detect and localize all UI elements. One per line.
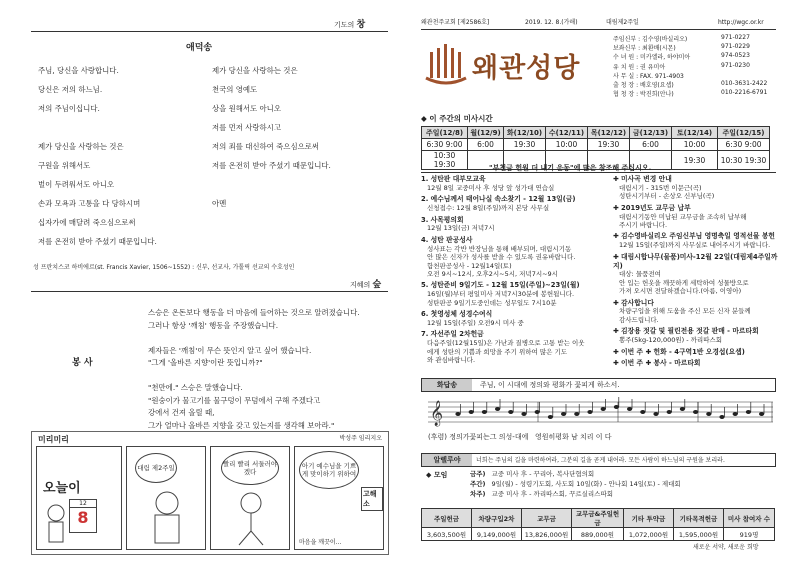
notice-title: 1. 성탄판 대부모교육 — [421, 175, 486, 183]
schedule-day: 수(12/11) — [546, 127, 588, 139]
notice-line: 차량구입을 위해 도움을 주신 모든 신자 분들께 — [619, 307, 751, 316]
notice-line: 16일(월)부터 평일미사 저녁7시30분에 봉헌됩니다. — [427, 290, 575, 299]
story-line: 그러나 항상 '깨침' 행동을 주장했습니다. — [148, 320, 279, 330]
offering-header: 차량구입2차 — [472, 509, 522, 528]
calendar-day: 8 — [77, 508, 89, 527]
notice-line: 성탄시기부터 - 손상오 신부님(곡) — [619, 192, 715, 201]
notice-line: 12월 13일(금) 저녁7시 — [427, 224, 495, 233]
prayer-line: 저를 온전히 받아 주셨기 때문입니다. — [212, 161, 331, 170]
notice-item — [613, 175, 783, 201]
schedule-time: 10:00 — [672, 139, 718, 151]
notice-title: 5. 성탄준비 9일기도 - 12월 15일(주일)~23일(월) — [421, 281, 580, 290]
prayer-line: 저를 온전히 받아 주셨기 때문입니다. — [38, 237, 157, 246]
prayer-line: 당신은 저의 하느님. — [38, 85, 103, 94]
notice-title: ✚ 김수영바실리오 주임신부님 영명축일 영적선물 봉헌 — [613, 232, 775, 241]
notice-line: 주시기 바랍니다. — [619, 220, 668, 229]
offering-value-row — [422, 528, 775, 541]
music-note — [627, 407, 632, 411]
calendar-icon — [69, 499, 97, 533]
offering-header: 주일헌금 — [422, 509, 472, 528]
church-logo-icon — [424, 42, 470, 88]
notice-title: ✚ 이번 주 ✚ 봉사 - 마르타회 — [613, 359, 701, 368]
meeting-row — [470, 490, 780, 500]
contact-row — [613, 89, 781, 98]
comic-panel-4 — [294, 446, 384, 550]
prayer-header-label: 기도의 — [334, 21, 355, 29]
prayer-line — [38, 122, 208, 141]
character-figure-icon — [147, 489, 187, 547]
schedule-day: 토(12/14) — [672, 127, 718, 139]
notice-item — [613, 204, 783, 230]
notice-line: 대상: 물품전여 — [619, 270, 661, 279]
comic-author: 박성주 임리지오 — [339, 435, 382, 442]
schedule-time: 19:30 — [672, 151, 718, 170]
character-running-icon — [229, 491, 273, 547]
music-note — [693, 410, 698, 414]
notice-item — [613, 253, 783, 296]
music-note — [719, 415, 724, 419]
prayer-line: 제가 당신을 사랑하는 것은 — [38, 142, 124, 151]
meeting-row — [470, 470, 780, 480]
prayer-line: 천국의 영예도 — [212, 85, 258, 94]
notice-title: ✚ 김장용 젓갈 및 필린전용 젓갈 판매 - 마르타회 — [613, 327, 759, 336]
music-note — [746, 410, 751, 414]
wisdom-header-strong: 숲 — [372, 280, 382, 290]
offering-header: 기타 투약금 — [624, 509, 674, 528]
offering-value: 889,000원 — [572, 528, 624, 541]
notice-item — [421, 195, 613, 212]
wisdom-side-title: 봉 사 — [72, 358, 93, 368]
notice-line: 뽕주(5kg-120,000원) - 까리따스회 — [619, 336, 723, 345]
schedule-time: 10:00 — [546, 139, 588, 151]
schedule-day: 금(12/13) — [630, 127, 672, 139]
contact-phone: 971-0227 — [721, 34, 750, 41]
offering-table — [421, 508, 775, 541]
notice-item — [613, 327, 783, 344]
notice-item — [613, 359, 783, 368]
story-line: 제자들은 '깨침'이 무슨 뜻인지 알고 싶어 했습니다. — [148, 345, 312, 355]
offering-header: 미사 참여자 수 — [724, 509, 775, 528]
music-note — [561, 412, 566, 416]
notice-line: 12월 15일(주일) 오전9시 미사 중 — [427, 318, 524, 327]
music-note — [521, 412, 526, 416]
prayer-column-2 — [212, 65, 392, 217]
schedule-header-row — [422, 127, 770, 139]
schedule-time: 6:00 — [468, 139, 504, 151]
schedule-day: 주일(12/8) — [422, 127, 468, 139]
notice-item — [421, 175, 613, 192]
comic-panel1-text: 오늘이 — [43, 481, 81, 496]
notice-line: 12월 8일 교중미사 후 성당 앞 성가대 연습실 — [427, 183, 555, 192]
contact-phone: 971-0229 — [721, 43, 750, 51]
top-line-issue: 왜관천주교회 [제2586호] — [421, 19, 490, 26]
prayer-line: 저를 먼저 사랑하시고 — [212, 123, 281, 132]
comic-panel4-bubble: 아기 예수님을 기쁘게 맞이하기 위하여 — [299, 451, 359, 489]
schedule-time: 10:30 19:30 — [422, 151, 468, 170]
meeting-what: 교중 미사 후 - 까리따스회, 꾸르실리스따회 — [491, 490, 614, 498]
schedule-day: 목(12/12) — [588, 127, 630, 139]
contact-row — [613, 43, 781, 52]
notices-left — [421, 175, 613, 367]
story-line — [148, 332, 393, 345]
prayer-line: 저의 주님이십니다. — [38, 104, 100, 113]
schedule-time: 6:30 9:00 — [422, 139, 468, 151]
meeting-row — [470, 480, 780, 490]
comic-panel4-caption: 마음을 깨끗이... — [299, 539, 342, 546]
meeting-when: 금주) — [470, 470, 486, 478]
notices-right — [613, 175, 783, 371]
story-line: 그가 얼마나 올바른 지향을 갖고 있는지를 생각해 보아라." — [148, 420, 335, 430]
comic-panel-3 — [210, 446, 290, 550]
notice-line: 12월 15일(주일)까지 사무실로 내어주시기 바랍니다. — [619, 241, 771, 250]
notice-item — [421, 281, 613, 307]
notice-line: 오전 9시~12시, 오후2시~5시, 저녁7시~9시 — [427, 269, 558, 278]
offering-header: 교무금 — [522, 509, 572, 528]
offering-value: 9,149,000원 — [472, 528, 522, 541]
notice-line: 에게 성탄의 기쁨과 희망을 주기 위하여 많은 기도 — [427, 347, 568, 356]
contact-row — [613, 34, 781, 43]
alleluia-label: 알렐루야 — [422, 454, 472, 466]
contact-label: 유 치 원 : 권 유미아 — [613, 63, 666, 71]
music-note — [482, 410, 487, 414]
story-line — [148, 370, 393, 383]
prayer-line: 주님, 당신을 사랑합니다. — [38, 66, 119, 75]
contact-label: 수 녀 원 : 미카엘라, 하야미아 — [613, 54, 691, 62]
notice-item — [613, 299, 783, 325]
schedule-time: 10:30 19:30 — [718, 151, 770, 170]
offering-header-row — [422, 509, 775, 528]
notice-line: 대림시기동안 미납된 교무금을 조속히 납부해 — [619, 212, 747, 221]
notice-title: ✚ 감사합니다 — [613, 298, 654, 307]
notice-title: ✚ 이번 주 ✚ 헌화 - 4구역1반 오경섭(요셉) — [613, 347, 745, 356]
contact-phone: 010-2216-6791 — [721, 89, 768, 97]
story-line: 강에서 건져 올릴 때, — [148, 408, 215, 417]
contact-phone: 971-0230 — [721, 61, 750, 69]
offering-header: 기타목적헌금 — [674, 509, 724, 528]
prayer-line: 아멘 — [212, 199, 227, 208]
schedule-time-row — [422, 139, 770, 151]
schedule-day: 화(12/10) — [504, 127, 546, 139]
comic-strip — [31, 431, 389, 555]
prayer-header-rule — [31, 31, 388, 32]
character-figure-icon — [43, 503, 69, 547]
contact-label: 출 청 장 : 배호영(요셉) — [613, 81, 674, 89]
notice-title: 4. 성탄 판공성사 — [421, 235, 473, 244]
wisdom-section-header — [350, 280, 381, 292]
notice-line: 감사드립니다. — [619, 315, 659, 324]
church-logo-text: 왜관성당 — [472, 53, 581, 84]
comic-panel3-bubble: 빨리 빨리 서둘러야 겠다 — [221, 451, 279, 485]
confessional-sign: 고해소 — [361, 487, 383, 511]
notice-line: 성사표는 각반 반장님을 통해 배부되며, 대림시기동 — [427, 244, 572, 253]
hwadap-box — [421, 378, 776, 392]
comic-title: 미리미리 — [38, 435, 69, 444]
notice-title: ✚ 미사곡 변경 안내 — [613, 175, 672, 183]
notice-item — [421, 236, 613, 279]
offering-value: 1,072,000원 — [624, 528, 674, 541]
music-lyrics: (후렴) 정의가꽃피는그 의성-대에 영원히평화 남 치리 이 다 — [428, 433, 612, 441]
schedule-time: 6:30 9:00 — [718, 139, 770, 151]
banner-rule — [421, 172, 776, 173]
notice-line: 대림시기 - 315번 이문근(곡) — [619, 183, 702, 192]
notice-item — [613, 232, 783, 249]
story-line: "그게 '올바른 지향'이란 뜻입니까?" — [148, 358, 263, 367]
schedule-day: 주일(12/15) — [718, 127, 770, 139]
meeting-what: 교중 미사 후 - 꾸리아, 복사단협의회 — [491, 470, 595, 478]
prayer-line: 십자가에 매달려 죽으심으로써 — [38, 218, 136, 227]
notice-line: 가져 오시면 전달하겠습니다.(아름, 이영아) — [619, 287, 742, 296]
notice-item — [421, 216, 613, 233]
contact-label: 사 무 실 : FAX. 971-4903 — [613, 72, 684, 80]
notice-item — [421, 310, 613, 327]
notice-title: 6. 첫영성체 성경수여식 — [421, 310, 493, 319]
prayer-header-strong: 창 — [356, 20, 366, 30]
meeting-what: 9일(월) - 성령기도회, 사도회 10일(화) - 안나회 14일(토) - 제대회 — [491, 480, 681, 488]
alleluia-box — [421, 453, 776, 467]
notice-title: 2. 예수님께서 태어나실 속소찾기 - 12월 13일(금) — [421, 195, 576, 204]
prayer-line — [212, 179, 392, 198]
week-mass-title: ◆ 이 주간의 미사시간 — [421, 114, 493, 123]
top-line-week: 대림제2주일 — [606, 19, 639, 26]
schedule-day: 월(12/9) — [468, 127, 504, 139]
meeting-label: ◆ 모임 — [426, 471, 448, 479]
top-line-date: 2019. 12. 8.(가해) — [525, 19, 578, 26]
music-note — [614, 405, 619, 409]
svg-text:𝄞: 𝄞 — [430, 401, 444, 426]
contact-label: 협 청 장 : 박진희(안나) — [613, 91, 674, 99]
contact-label: 보좌신부 : 최환배(시몬) — [613, 45, 676, 53]
offering-value: 919명 — [724, 528, 775, 541]
music-note — [640, 410, 645, 414]
schedule-time: 6:00 — [630, 139, 672, 151]
contact-label: 주임신부 : 김수영(바실리오) — [613, 36, 688, 43]
top-line-url: http://wgc.or.kr — [718, 19, 764, 26]
contact-row — [613, 80, 781, 89]
music-note — [495, 407, 500, 411]
story-line: "원숭이가 물고기를 물구덩이 무덤에서 구해 주겠다고 — [148, 395, 321, 405]
music-note — [706, 412, 711, 416]
notice-line: 안 입는 헌옷을 깨끗하게 세탁하여 성물방으로 — [619, 278, 749, 287]
story-line: "천만에." 스승은 말했습니다. — [148, 383, 243, 392]
story-line: 스승은 온돈보다 행동을 더 마음에 들어하는 것으로 알려졌습니다. — [148, 308, 360, 317]
notice-title: ✚ 2019년도 교무금 납부 — [613, 203, 691, 212]
music-note — [455, 412, 460, 416]
music-note — [733, 412, 738, 416]
schedule-time: 19:30 — [504, 139, 546, 151]
footer-slogan: 새로운 서약, 새로운 희망 — [693, 544, 759, 551]
offering-header: 교무금&주일헌금 — [572, 509, 624, 528]
top-rule — [421, 29, 776, 30]
comic-panel-2 — [126, 446, 206, 550]
contact-row — [613, 71, 781, 80]
prayer-line: 상을 원해서도 아니오 — [212, 104, 281, 113]
music-note — [759, 412, 764, 416]
notice-title: 3. 사목평의회 — [421, 215, 464, 224]
prayer-note: 성 프란치스코 하비에르(st. Francis Xavier, 1506~1552) : 신부, 선교사, 가톨릭 선교의 수호성인 — [33, 264, 295, 271]
contact-phone: 974-0523 — [721, 52, 750, 60]
comic-panel2-bubble: 대림 제2주일 — [135, 453, 177, 483]
music-note — [667, 410, 672, 414]
prayer-line: 구원을 위해서도 — [38, 161, 91, 170]
schedule-time: 19:30 — [588, 139, 630, 151]
prayer-line: 손과 모욕과 고통을 다 당하시며 — [38, 199, 141, 208]
notice-line: 함천판공성사 - 12월14일(토) — [427, 261, 512, 270]
comic-panel-1 — [36, 446, 122, 550]
music-note — [601, 407, 606, 411]
contact-info — [613, 34, 781, 98]
music-note — [535, 410, 540, 414]
prayer-title: 애덕송 — [186, 43, 213, 53]
notice-line: 안 많은 신자가 성사를 받을 수 있도록 권유바랍니다. — [427, 253, 576, 262]
notice-line: 다음주일(12월15일)은 가난과 질병으로 고통 받는 이웃 — [427, 339, 585, 348]
contact-row — [613, 62, 781, 71]
music-note — [548, 415, 553, 419]
music-note — [653, 412, 658, 416]
meeting-when: 차주) — [470, 490, 486, 498]
music-staff — [428, 396, 778, 430]
wisdom-story — [148, 307, 393, 432]
notice-item — [421, 330, 613, 364]
prayer-line: 벌이 두려워서도 아니오 — [38, 180, 115, 189]
music-note — [587, 410, 592, 414]
wisdom-header-label: 지혜의 — [350, 281, 371, 289]
meeting-list — [470, 470, 780, 500]
music-note — [508, 410, 513, 414]
prayer-line: 저의 죄를 대신하여 죽으심으로써 — [212, 142, 320, 151]
alleluia-text: 너희는 주님의 길을 마련하여라, 그분의 길을 곧게 내어라. 모든 사람이 하느님의 구원을 보리라. — [476, 457, 725, 464]
hwadap-label: 화답송 — [422, 379, 472, 391]
contact-row — [613, 52, 781, 61]
offering-value: 3,603,500원 — [422, 528, 472, 541]
offering-value: 13,826,000원 — [522, 528, 572, 541]
donation-banner: "부천금 헌원 더 내기 운동"에 많은 참조해 주십시오. — [489, 164, 652, 172]
meeting-when: 주간) — [470, 480, 486, 488]
prayer-column-1 — [38, 65, 208, 255]
notice-title: 7. 자선주일 2차헌금 — [421, 330, 484, 339]
notice-item — [613, 348, 783, 357]
notice-title: ✚ 대림시합나무(물품)미사-12월 22일(대림제4주일까지) — [613, 252, 778, 270]
music-note — [680, 407, 685, 411]
prayer-line: 제가 당신을 사랑하는 것은 — [212, 66, 298, 75]
notice-line: 성탄판공 9일기도중인데는 성무일도 7시10분 — [427, 298, 557, 307]
wisdom-header-rule — [31, 291, 388, 292]
notice-line: 와 관심바랍니다. — [427, 356, 476, 365]
music-note — [574, 412, 579, 416]
contact-phone: 010-3631-2422 — [721, 79, 768, 87]
prayer-section-header — [334, 20, 365, 32]
offering-value: 1,595,000원 — [674, 528, 724, 541]
music-note — [469, 410, 474, 414]
calendar-month: 12 — [70, 500, 96, 508]
notice-line: 신청접수: 12월 8일(주일)까지 본당 사무실 — [427, 204, 550, 213]
hwadap-text: 주님, 이 시대에 정의와 평화가 꽃피게 하소서. — [480, 381, 620, 389]
